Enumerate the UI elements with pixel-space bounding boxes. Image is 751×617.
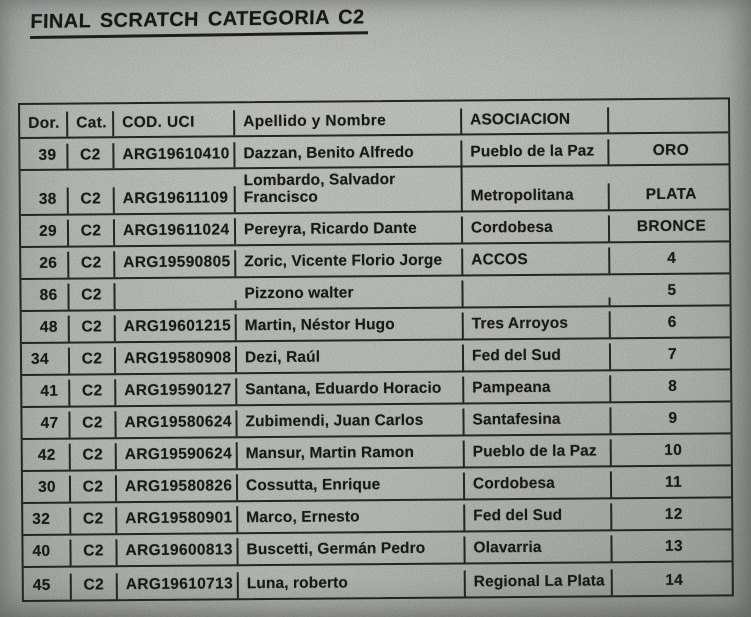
- association-cell: Metropolitana: [463, 184, 610, 211]
- dorsal-cell: 38: [21, 188, 69, 214]
- category-cell: C2: [71, 476, 117, 502]
- table-row: [21, 165, 729, 215]
- dorsal-cell: 42: [23, 444, 71, 470]
- uci-code-cell: ARG19590624: [117, 443, 238, 469]
- position-cell: 11: [664, 474, 683, 492]
- uci-code-cell: ARG19611024: [115, 219, 236, 245]
- position-cell: 12: [664, 506, 683, 524]
- dorsal-cell: 40: [23, 540, 71, 566]
- uci-code-cell: ARG19600813: [117, 539, 238, 565]
- uci-code-cell: ARG19610410: [114, 142, 235, 168]
- dorsal-cell: 47: [22, 412, 70, 438]
- rider-name-cell: Marco, Ernesto: [238, 505, 465, 532]
- uci-code-cell: ARG19590805: [115, 251, 236, 277]
- column-header-rider-name: Apellido y Nombre: [235, 108, 462, 135]
- uci-code-cell: ARG19601215: [116, 315, 237, 341]
- dorsal-cell: 34: [22, 348, 70, 374]
- position-cell: 10: [664, 442, 683, 460]
- position-cell: PLATA: [645, 186, 697, 204]
- rider-name-cell: Dazzan, Benito Alfredo: [235, 140, 462, 167]
- category-cell: C2: [71, 508, 117, 534]
- position-cell: 7: [667, 346, 678, 364]
- uci-code-cell: ARG19590127: [116, 379, 237, 405]
- association-cell: Fed del Sud: [464, 344, 611, 371]
- table-row: [24, 562, 732, 600]
- column-header-association: ASOCIACION: [462, 107, 609, 134]
- dorsal-cell: 86: [21, 284, 69, 310]
- position-cell: ORO: [652, 141, 690, 159]
- dorsal-cell: 32: [23, 508, 71, 534]
- association-cell: Pueblo de la Paz: [462, 139, 609, 166]
- column-header-uci-code: COD. UCI: [114, 110, 235, 136]
- uci-code-cell: ARG19580624: [116, 411, 237, 437]
- dorsal-cell: 29: [21, 220, 69, 246]
- rider-name-cell: Buscetti, Germán Pedro: [238, 537, 465, 564]
- uci-code-cell: [116, 300, 237, 309]
- category-cell: C2: [72, 574, 118, 600]
- rider-name-cell: Pereyra, Ricardo Dante: [236, 217, 463, 244]
- uci-code-cell: ARG19580826: [117, 475, 238, 501]
- dorsal-cell: 39: [20, 143, 68, 169]
- dorsal-cell: 45: [24, 574, 72, 600]
- category-cell: C2: [71, 444, 117, 470]
- uci-code-cell: ARG19611109: [115, 187, 236, 213]
- position-cell: 13: [664, 538, 684, 556]
- category-cell: C2: [69, 252, 115, 278]
- association-cell: Cordobesa: [463, 216, 610, 243]
- column-header-position: [609, 123, 732, 132]
- column-header-category: Cat.: [68, 111, 114, 137]
- category-cell: C2: [71, 540, 117, 566]
- category-cell: C2: [70, 412, 116, 438]
- association-cell: Olavarria: [465, 536, 612, 563]
- category-cell: C2: [68, 143, 114, 169]
- rider-name-cell: Lombardo, Salvador Francisco: [236, 168, 463, 213]
- position-cell: 4: [667, 250, 677, 268]
- category-cell: C2: [70, 380, 116, 406]
- category-cell: C2: [70, 348, 116, 374]
- position-cell: 9: [668, 410, 678, 428]
- uci-code-cell: ARG19610713: [118, 573, 239, 599]
- rider-name-cell: Mansur, Martin Ramon: [238, 441, 465, 468]
- association-cell: Regional La Plata: [466, 570, 613, 597]
- page-title: FINAL SCRATCH CATEGORIA C2: [30, 6, 369, 39]
- rider-name-cell: Santana, Eduardo Horacio: [237, 377, 464, 404]
- rider-name-cell: Dezi, Raúl: [237, 345, 464, 372]
- association-cell: Santafesina: [464, 408, 611, 435]
- position-cell: 5: [667, 282, 677, 300]
- association-cell: [464, 297, 611, 306]
- position-cell: BRONCE: [636, 217, 707, 236]
- category-cell: C2: [69, 188, 115, 214]
- column-header-dorsal: Dor.: [20, 111, 68, 137]
- category-cell: C2: [70, 316, 116, 342]
- association-cell: Pampeana: [464, 376, 611, 403]
- rider-name-cell: Martin, Néstor Hugo: [237, 313, 464, 340]
- dorsal-cell: 30: [23, 476, 71, 502]
- uci-code-cell: ARG19580908: [116, 347, 237, 373]
- rider-name-cell: Pizzono walter: [236, 281, 463, 308]
- rider-name-cell: Zubimendi, Juan Carlos: [237, 409, 464, 436]
- results-table: [18, 97, 734, 601]
- uci-code-cell: ARG19580901: [117, 507, 238, 533]
- position-cell: 6: [667, 314, 677, 332]
- position-cell: 8: [668, 378, 678, 396]
- position-cell: 14: [665, 572, 684, 590]
- category-cell: C2: [69, 220, 115, 246]
- association-cell: Cordobesa: [465, 472, 612, 499]
- association-cell: Fed del Sud: [465, 504, 612, 531]
- rider-name-cell: Luna, roberto: [239, 571, 466, 598]
- rider-name-cell: Zoric, Vicente Florio Jorge: [236, 249, 463, 276]
- category-cell: C2: [69, 284, 115, 310]
- dorsal-cell: 26: [21, 252, 69, 278]
- dorsal-cell: 48: [22, 316, 70, 342]
- association-cell: Tres Arroyos: [464, 312, 611, 339]
- association-cell: Pueblo de la Paz: [465, 440, 612, 467]
- dorsal-cell: 41: [22, 380, 70, 406]
- rider-name-cell: Cossutta, Enrique: [238, 473, 465, 500]
- table-header-row: [20, 99, 728, 139]
- association-cell: ACCOS: [463, 248, 610, 275]
